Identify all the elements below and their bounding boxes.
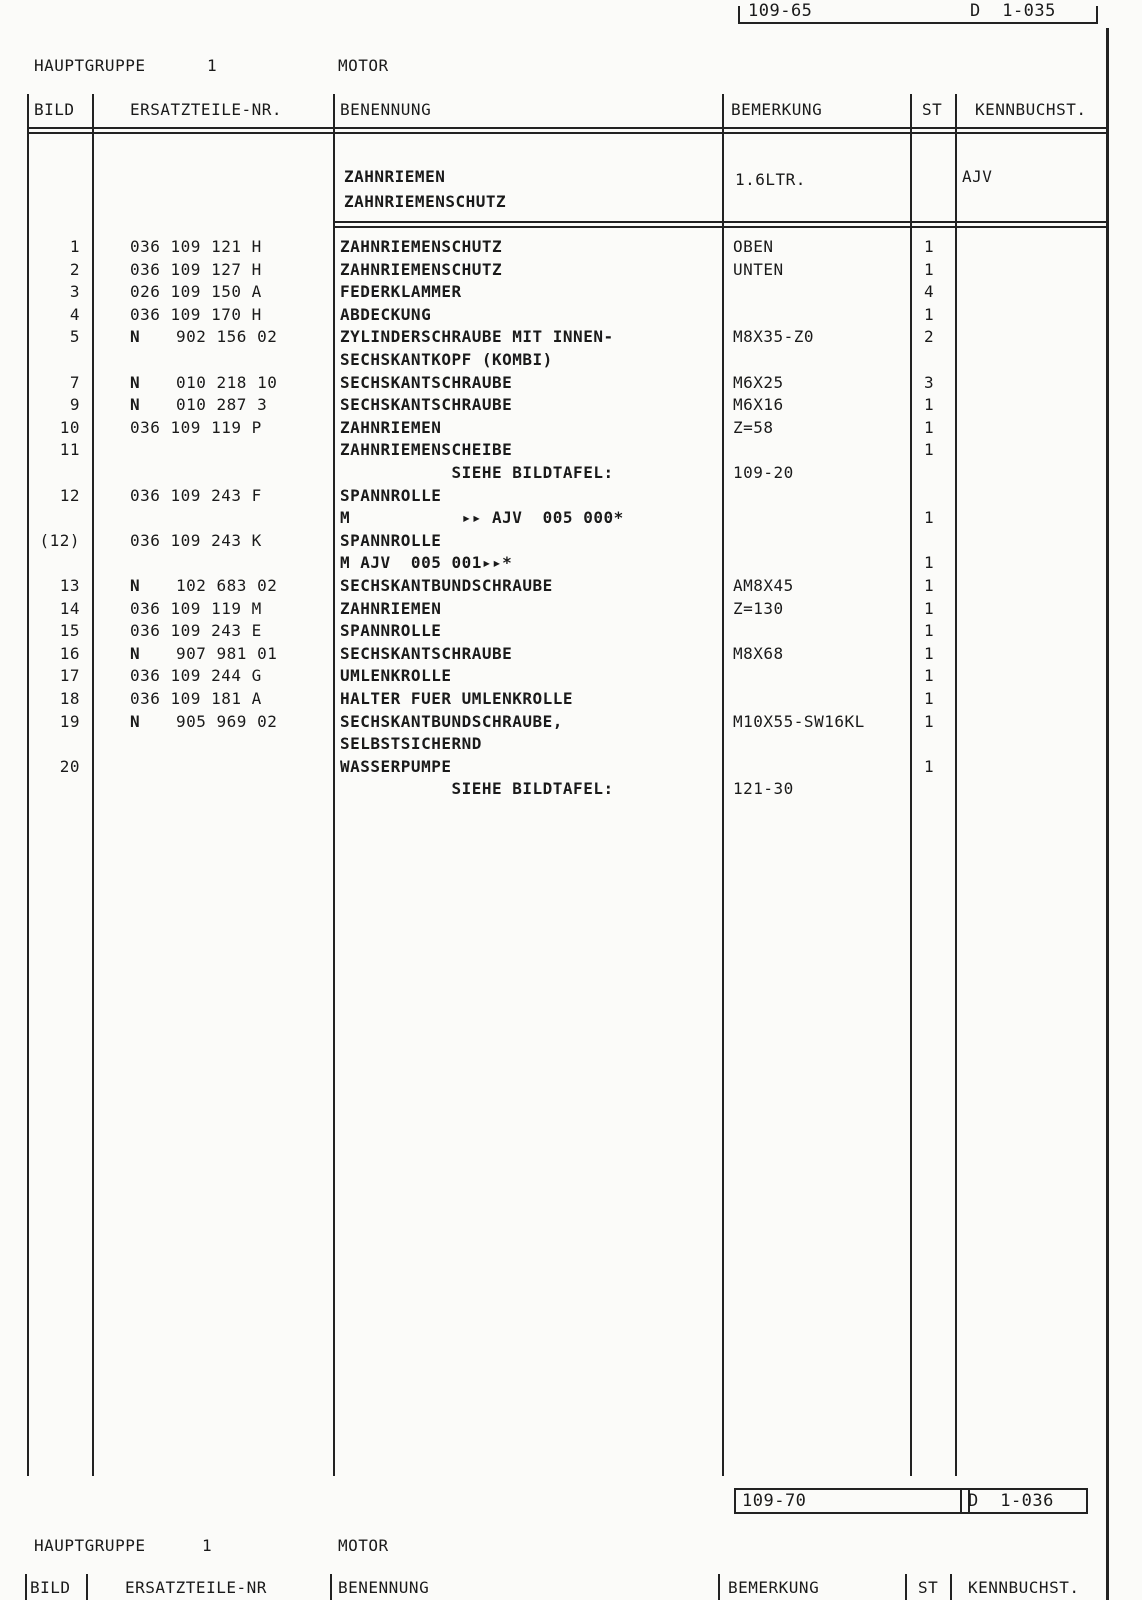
row-benennung: ABDECKUNG <box>340 304 432 324</box>
header-rule-1 <box>27 127 1108 129</box>
row-prefix: N <box>130 395 141 415</box>
row-benennung: ZAHNRIEMEN <box>340 598 442 618</box>
row-st: 1 <box>924 440 935 460</box>
row-bild: 10 <box>59 417 80 437</box>
bottom-ref-left: 109-70 <box>734 1488 970 1514</box>
row-bemerkung: 109-20 <box>733 463 794 482</box>
row-benennung: SELBSTSICHERND <box>340 734 482 754</box>
row-st: 1 <box>924 553 935 573</box>
bottom-hauptgruppe-number: 1 <box>202 1536 213 1555</box>
divider-bild <box>92 94 94 1476</box>
row-bemerkung: 121-30 <box>733 779 794 799</box>
row-st: 3 <box>924 372 935 392</box>
row-benennung: SPANNROLLE <box>340 621 442 641</box>
row-bemerkung: Z=130 <box>733 598 784 618</box>
row-benennung: SECHSKANTKOPF (KOMBI) <box>340 350 553 369</box>
row-part-number: 102 683 02 <box>176 576 278 595</box>
row-part-number: 036 109 119 M <box>130 598 262 618</box>
bottom-div-st <box>950 1574 952 1600</box>
row-st: 1 <box>924 237 935 256</box>
row-st: 1 <box>924 643 935 663</box>
col-benennung: BENENNUNG <box>340 100 432 119</box>
top-ref-right: D 1-035 <box>970 1 1056 21</box>
row-benennung: SPANNROLLE <box>340 530 442 550</box>
bottom-div-nr <box>330 1574 332 1600</box>
row-benennung: SPANNROLLE <box>340 485 442 505</box>
row-prefix: N <box>130 576 141 595</box>
row-bild: (12) <box>39 530 80 550</box>
row-part-number: 036 109 181 A <box>130 689 262 708</box>
row-bemerkung: M10X55-SW16KL <box>733 711 865 731</box>
row-st: 1 <box>924 417 935 437</box>
row-st: 4 <box>924 282 935 302</box>
row-part-number: 036 109 244 G <box>130 666 262 686</box>
bottom-page-title: MOTOR <box>338 1536 389 1555</box>
row-benennung: SECHSKANTSCHRAUBE <box>340 643 513 663</box>
row-part-number: 036 109 121 H <box>130 237 262 256</box>
divider-bemerkung <box>910 94 912 1476</box>
row-part-number: 010 287 3 <box>176 395 268 415</box>
top-ref-left: 109-65 <box>748 1 813 21</box>
row-bemerkung: M6X25 <box>733 372 784 392</box>
row-benennung: ZAHNRIEMEN <box>340 417 442 437</box>
divider-st <box>955 94 957 1476</box>
bottom-div-bemerkung <box>905 1574 907 1600</box>
row-bild: 18 <box>59 689 80 708</box>
row-benennung: SECHSKANTBUNDSCHRAUBE <box>340 576 553 595</box>
divider-nr <box>333 94 335 1476</box>
page-title: MOTOR <box>338 56 389 75</box>
col-bemerkung: BEMERKUNG <box>731 100 823 119</box>
bottom-col-bild: BILD <box>30 1578 71 1597</box>
row-benennung: M ▸▸ AJV 005 000* <box>340 508 624 528</box>
row-st: 1 <box>924 395 935 415</box>
row-bemerkung: M6X16 <box>733 395 784 415</box>
row-bemerkung: UNTEN <box>733 259 784 279</box>
row-benennung: SIEHE BILDTAFEL: <box>340 779 614 799</box>
row-benennung: ZAHNRIEMENSCHUTZ <box>340 237 503 256</box>
top-ref-right-edge <box>1096 6 1098 24</box>
row-benennung: M AJV 005 001▸▸* <box>340 553 513 573</box>
row-st: 1 <box>924 621 935 641</box>
header-rule-2 <box>27 132 1108 134</box>
row-benennung: WASSERPUMPE <box>340 756 452 776</box>
bottom-hauptgruppe-label: HAUPTGRUPPE <box>34 1536 146 1555</box>
row-st: 1 <box>924 598 935 618</box>
col-kennbuchst: KENNBUCHST. <box>975 100 1087 119</box>
row-benennung: HALTER FUER UMLENKROLLE <box>340 689 574 708</box>
row-benennung: FEDERKLAMMER <box>340 282 462 302</box>
col-bild: BILD <box>34 100 75 119</box>
row-benennung: SECHSKANTBUNDSCHRAUBE, <box>340 711 563 731</box>
row-benennung: UMLENKROLLE <box>340 666 452 686</box>
top-ref-underline <box>738 22 1098 24</box>
bottom-col-teilenr: ERSATZTEILE-NR <box>125 1578 267 1597</box>
row-st: 1 <box>924 576 935 595</box>
hauptgruppe-label: HAUPTGRUPPE <box>34 56 146 75</box>
row-benennung: SECHSKANTSCHRAUBE <box>340 395 513 415</box>
row-bild: 16 <box>59 643 80 663</box>
row-bild: 5 <box>69 327 80 347</box>
row-bild: 2 <box>69 259 80 279</box>
row-bild: 17 <box>59 666 80 686</box>
row-bild: 14 <box>59 598 80 618</box>
table-border-right <box>1106 28 1109 1600</box>
row-bemerkung: OBEN <box>733 237 774 256</box>
bottom-div-bild2 <box>86 1574 88 1600</box>
row-st: 1 <box>924 304 935 324</box>
row-st: 1 <box>924 508 935 528</box>
row-part-number: 907 981 01 <box>176 643 278 663</box>
row-bild: 4 <box>69 304 80 324</box>
col-ersatzteile-nr: ERSATZTEILE-NR. <box>130 100 282 119</box>
row-prefix: N <box>130 711 141 731</box>
bottom-div-bild <box>25 1574 27 1600</box>
row-part-number: 036 109 243 F <box>130 485 262 505</box>
row-bild: 11 <box>59 440 80 460</box>
table-border-left <box>27 94 29 1476</box>
row-part-number: 036 109 170 H <box>130 304 262 324</box>
top-ref-left-edge <box>738 6 740 24</box>
row-benennung: ZAHNRIEMENSCHEIBE <box>340 440 513 460</box>
bottom-col-kennbuchst: KENNBUCHST. <box>968 1578 1080 1597</box>
hauptgruppe-number: 1 <box>207 56 218 75</box>
row-part-number: 026 109 150 A <box>130 282 262 302</box>
bottom-col-bemerkung: BEMERKUNG <box>728 1578 820 1597</box>
row-part-number: 902 156 02 <box>176 327 278 347</box>
intro-rule-1 <box>335 221 1108 223</box>
row-prefix: N <box>130 327 141 347</box>
row-bild: 20 <box>59 756 80 776</box>
row-part-number: 905 969 02 <box>176 711 278 731</box>
bottom-div-benennung <box>718 1574 720 1600</box>
col-st: ST <box>922 100 943 119</box>
row-bild: 13 <box>59 576 80 595</box>
row-bild: 3 <box>69 282 80 302</box>
bottom-ref-right: D 1-036 <box>960 1488 1088 1514</box>
divider-benennung <box>722 94 724 1476</box>
row-bemerkung: M8X35-Z0 <box>733 327 815 347</box>
row-part-number: 036 109 127 H <box>130 259 262 279</box>
row-bild: 12 <box>59 485 80 505</box>
row-bild: 9 <box>69 395 80 415</box>
row-part-number: 036 109 243 K <box>130 530 262 550</box>
intro-kennbuchst: AJV <box>962 167 993 186</box>
row-st: 1 <box>924 689 935 708</box>
row-part-number: 010 218 10 <box>176 372 278 392</box>
row-benennung: SECHSKANTSCHRAUBE <box>340 372 513 392</box>
bottom-col-st: ST <box>918 1578 939 1597</box>
row-bemerkung: Z=58 <box>733 417 774 437</box>
row-bild: 15 <box>59 621 80 641</box>
row-bild: 7 <box>69 372 80 392</box>
row-prefix: N <box>130 643 141 663</box>
intro-line-2: ZAHNRIEMENSCHUTZ <box>344 192 507 211</box>
row-prefix: N <box>130 372 141 392</box>
row-bild: 19 <box>59 711 80 731</box>
row-st: 1 <box>924 259 935 279</box>
intro-line-1: ZAHNRIEMEN <box>344 167 446 186</box>
row-part-number: 036 109 119 P <box>130 417 262 437</box>
row-st: 1 <box>924 756 935 776</box>
row-benennung: ZYLINDERSCHRAUBE MIT INNEN- <box>340 327 614 347</box>
bottom-col-benennung: BENENNUNG <box>338 1578 430 1597</box>
row-bemerkung: AM8X45 <box>733 576 794 595</box>
row-st: 2 <box>924 327 935 347</box>
row-bild: 1 <box>69 237 80 256</box>
intro-bemerkung: 1.6LTR. <box>735 170 806 189</box>
row-benennung: ZAHNRIEMENSCHUTZ <box>340 259 503 279</box>
row-st: 1 <box>924 666 935 686</box>
row-benennung: SIEHE BILDTAFEL: <box>340 463 614 482</box>
row-bemerkung: M8X68 <box>733 643 784 663</box>
intro-rule-2 <box>335 226 1108 228</box>
row-st: 1 <box>924 711 935 731</box>
row-part-number: 036 109 243 E <box>130 621 262 641</box>
